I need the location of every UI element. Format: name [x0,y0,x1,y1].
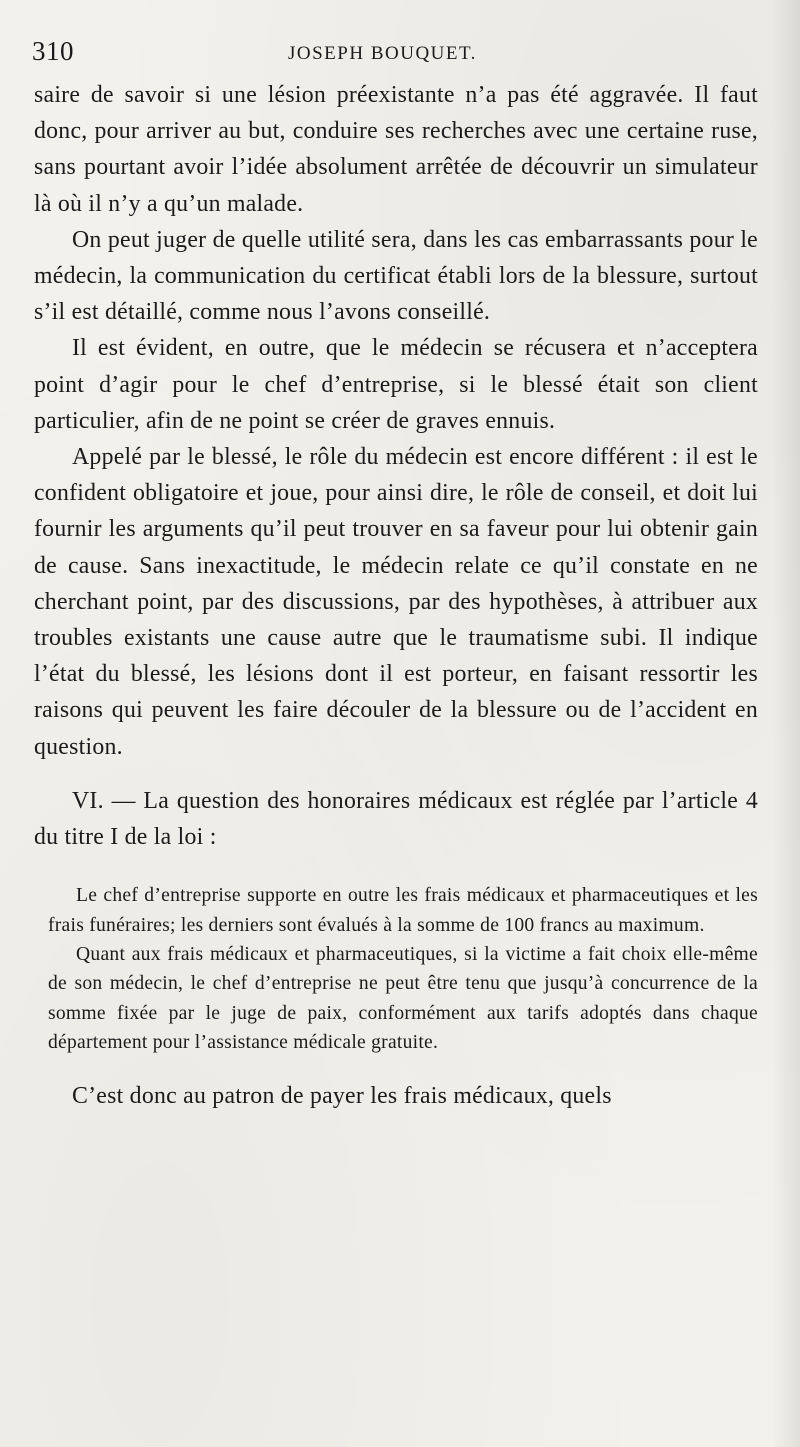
paragraph-continuation: saire de savoir si une lésion préexistante n’a pas été aggravée. Il faut donc, pour arriver au but, conduire ses recherches avec une certaine ruse, sans pourtant avoir l’idée absolument arrêtée de découvrir un simulateur là où il n’y a qu’un malade. [34,82,758,217]
paragraph-section-vi: VI. — La question des honoraires médicaux est réglée par l’article 4 du titre I de la loi : [34,787,758,851]
paragraph-role-medecin: Appelé par le blessé, le rôle du médecin est encore différent : il est le confident obligatoire et joue, pour ainsi dire, le rôle de conseil, et doit lui fournir les arguments qu’il peut trouver en sa faveur pour lui obtenir gain de cause. Sans inexactitude, le médecin relate ce qu’il constate en ne cherchant point, par des discussions, par des hypothèses, à attribuer aux troubles existants une cause autre que le traumatisme subi. Il indique l’état du blessé, les lésions dont il est porteur, en faisant ressortir les raisons qui peuvent les faire découler de la blessure ou de l’accident en question. [34,444,758,760]
paragraph-recusation: Il est évident, en outre, que le médecin se récusera et n’acceptera point d’agir pour le chef d’entreprise, si le blessé était son client particulier, afin de ne point se créer de graves ennuis. [34,335,758,434]
page-number: 310 [32,36,74,66]
law-quote-paragraph: Le chef d’entreprise supporte en outre les frais médicaux et pharmaceutiques et les frais funéraires; les derniers sont évalués à la somme de 100 francs au maximum. [48,885,758,936]
page-header [32,36,762,76]
law-quote-paragraph: Quant aux frais médicaux et pharmaceutiques, si la victime a fait choix elle-même de son médecin, le chef d’entreprise ne peut être tenu que jusqu’à concurrence de la somme fixée par le juge de paix, conformément aux tarifs adoptés dans chaque département pour l’assistance médicale gratuite. [48,944,758,1054]
page-edge-shadow [772,0,800,1447]
paragraph-certificat: On peut juger de quelle utilité sera, dans les cas embarrassants pour le médecin, la communication du certificat établi lors de la blessure, surtout s’il est détaillé, comme nous l’avons conseillé. [34,226,758,326]
paragraph-closing: C’est donc au patron de payer les frais médicaux, quels [72,1082,612,1109]
running-head: JOSEPH BOUQUET. [288,43,477,64]
quote-spacer-top [34,855,758,881]
body-text [34,77,758,1114]
quote-spacer-bottom [34,1058,758,1078]
section-spacer [34,765,758,783]
